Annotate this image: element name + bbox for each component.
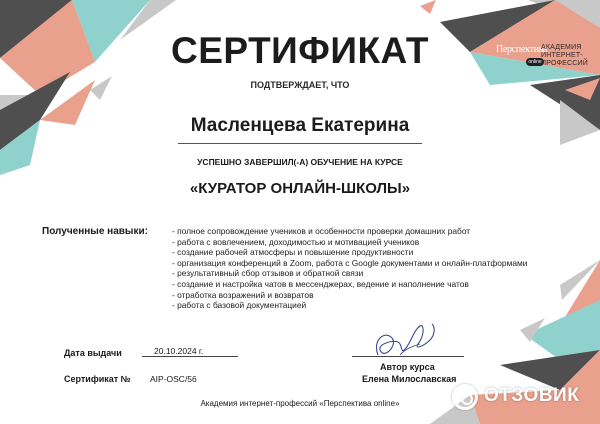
recipient-name: Масленцева Екатерина bbox=[190, 115, 410, 136]
logo-line-1: АКАДЕМИЯ bbox=[541, 44, 582, 51]
completed-text: УСПЕШНО ЗАВЕРШИЛ(-А) ОБУЧЕНИЕ НА КУРСЕ bbox=[197, 157, 403, 167]
otzovik-text: ОТЗОВИК bbox=[484, 385, 580, 406]
author-label: Автор курса bbox=[380, 362, 435, 372]
skill-item: - создание и настройка чатов в мессенджерах, ведение и наполнение чатов bbox=[172, 278, 469, 289]
logo-line-2: ИНТЕРНЕТ- bbox=[541, 52, 583, 59]
skill-item: - работа с вовлечением, доходимостью и мотивацией учеников bbox=[172, 236, 420, 247]
logo-badge: online bbox=[526, 58, 544, 66]
issue-date-label: Дата выдачи bbox=[64, 348, 122, 358]
logo-brand: Перспектива bbox=[496, 44, 548, 55]
cert-number-label: Сертификат № bbox=[64, 374, 131, 384]
author-name: Елена Милославская bbox=[362, 374, 457, 384]
skill-item: - результативный сбор отзывов и обратной связи bbox=[172, 268, 364, 279]
skills-label: Полученные навыки: bbox=[42, 226, 148, 237]
skill-item: - полное сопровождение учеников и особенности проверки домашних работ bbox=[172, 226, 471, 236]
confirms-text: ПОДТВЕРЖДАЕТ, ЧТО bbox=[250, 80, 350, 90]
footer-academy: Академия интернет-профессий «Перспектива online» bbox=[200, 399, 400, 408]
course-name: «КУРАТОР ОНЛАЙН-ШКОЛЫ» bbox=[189, 180, 411, 197]
skill-item: - создание рабочей атмосферы и повышение продуктивности bbox=[172, 247, 414, 258]
certificate-title: СЕРТИФИКАТ bbox=[170, 30, 430, 71]
otzovik-logo-icon bbox=[452, 384, 478, 410]
signature-underline bbox=[352, 356, 464, 357]
skill-item: - отработка возражений и возвратов bbox=[172, 289, 314, 300]
cert-number-value: AIP-OSC/56 bbox=[150, 374, 197, 384]
logo-line-3: ПРОФЕССИЙ bbox=[541, 60, 588, 67]
skill-item: - организация конференций в Zoom, работа с Google документами и онлайн-платформами bbox=[172, 257, 528, 268]
skill-item: - работа с базовой документацией bbox=[172, 300, 307, 311]
issue-date-value: 20.10.2024 г. bbox=[154, 346, 204, 356]
